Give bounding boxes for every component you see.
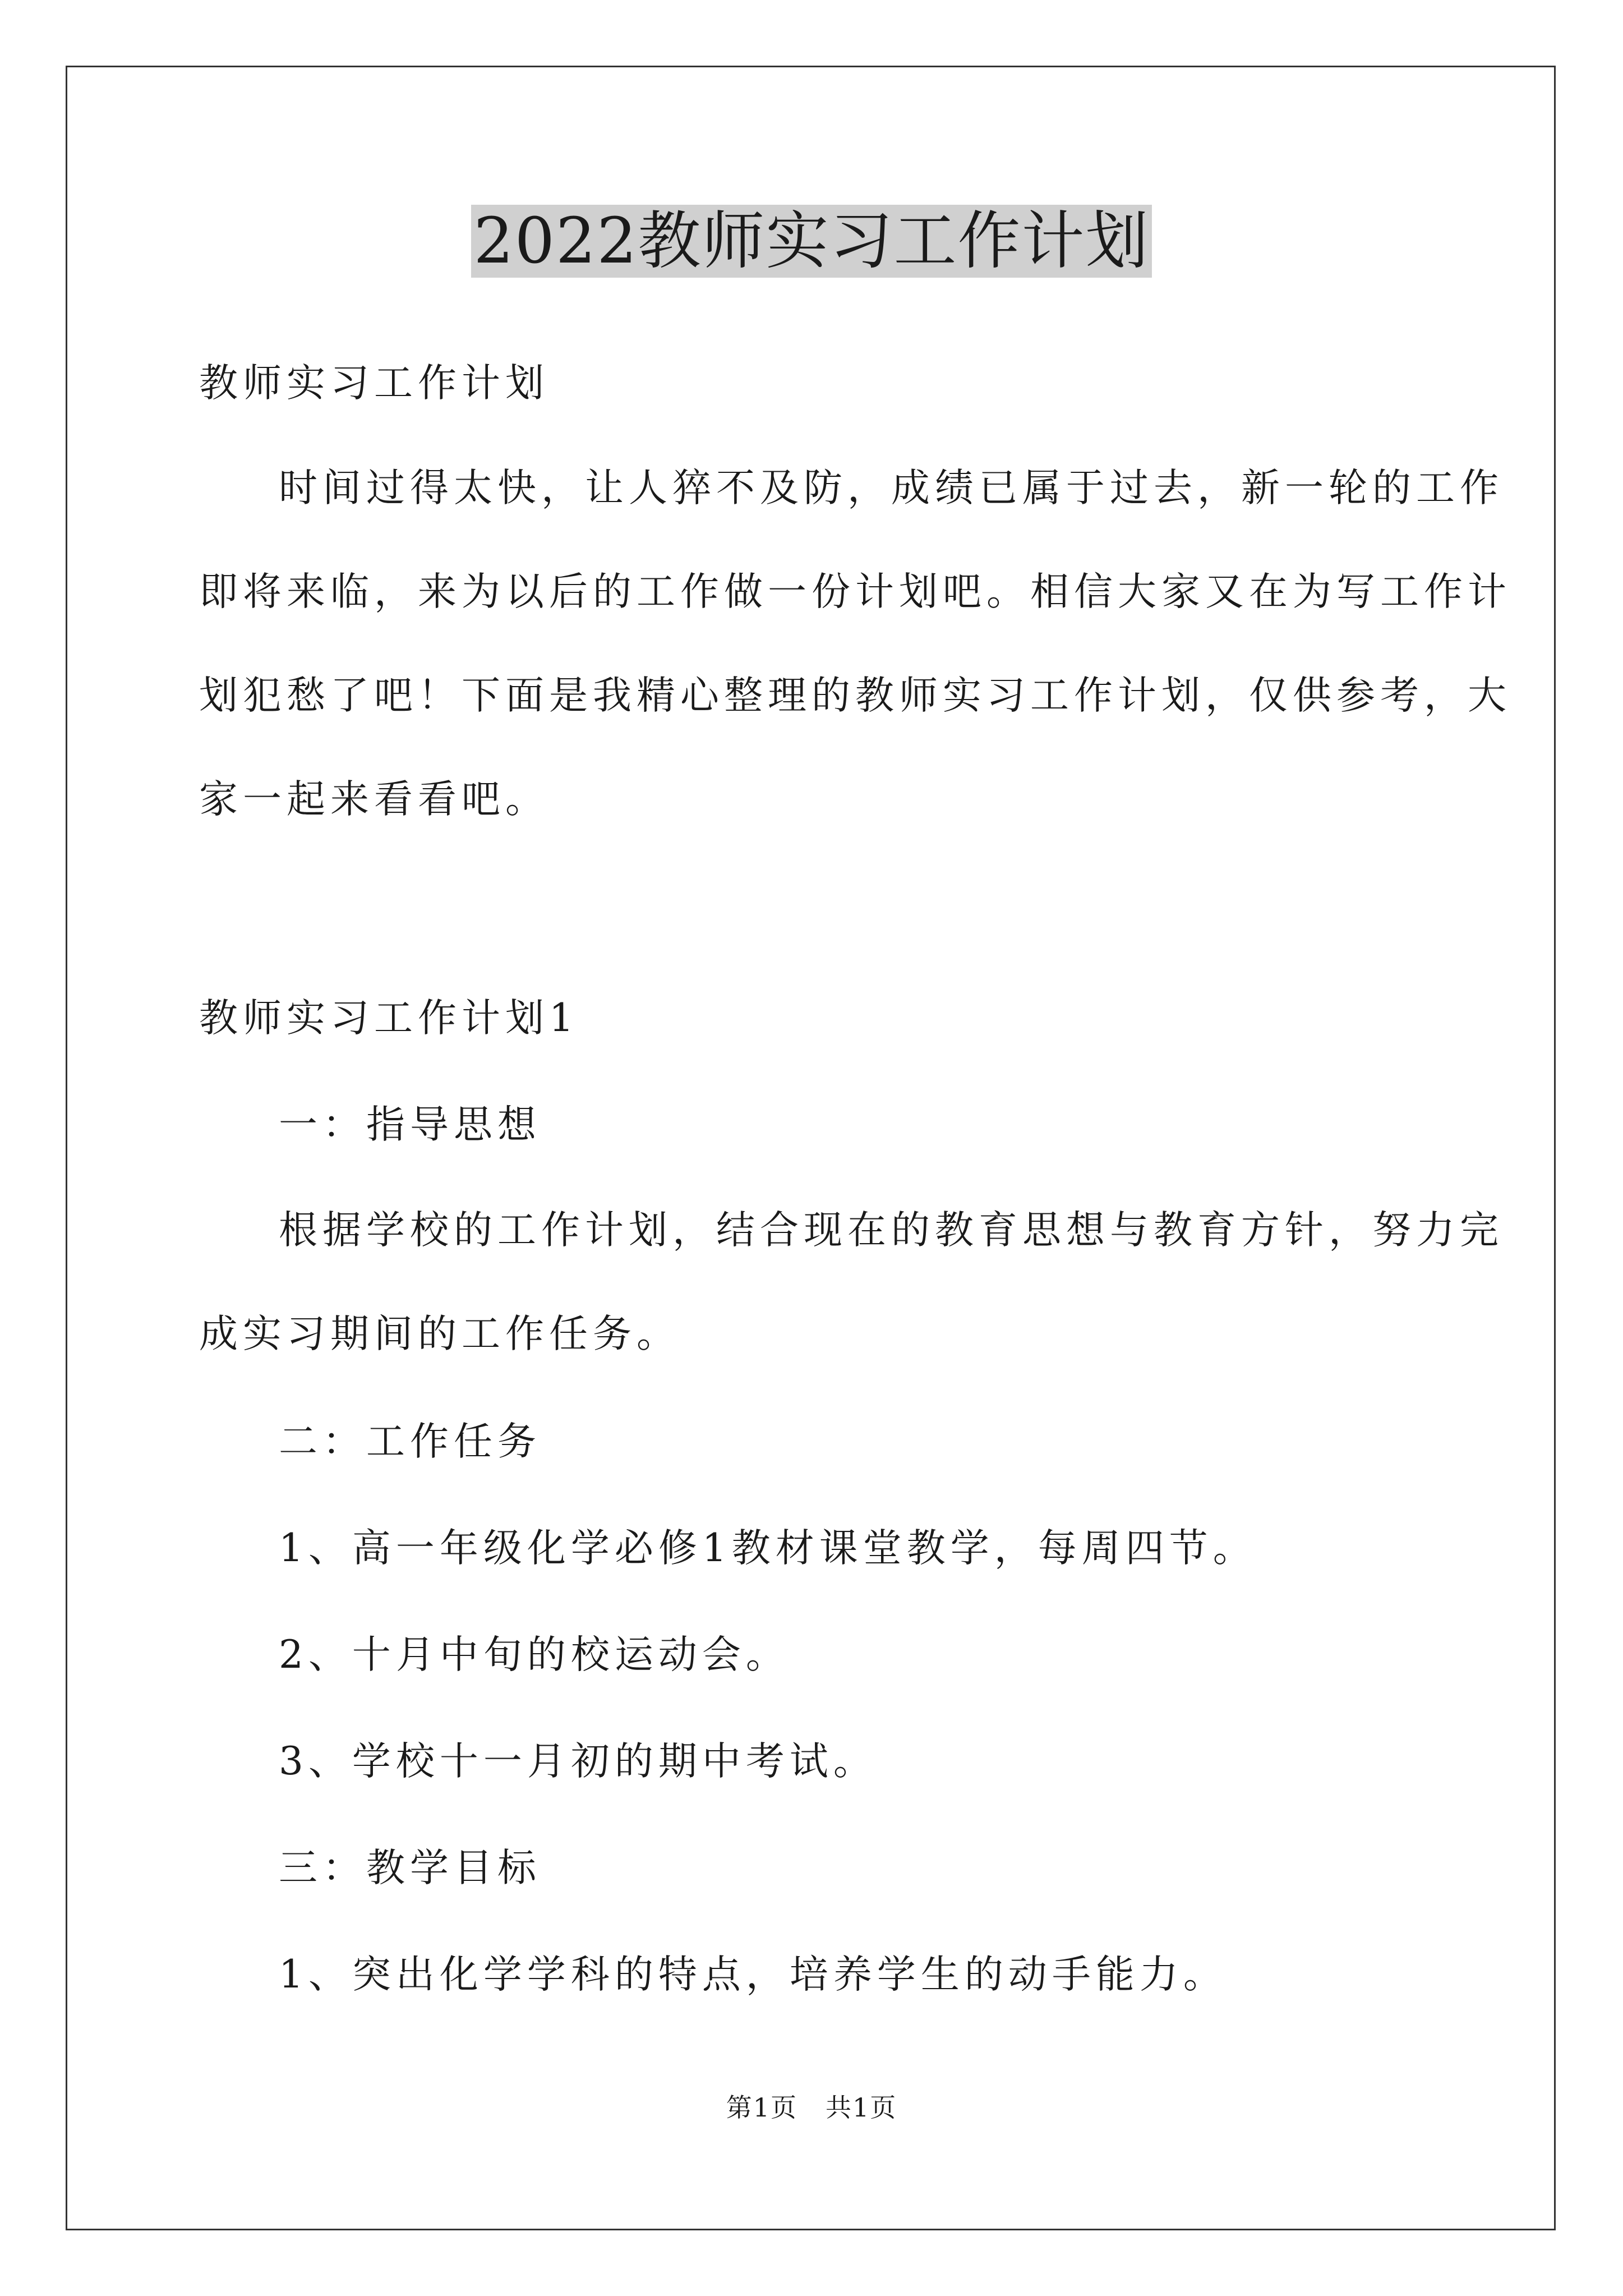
intro-line: 家一起来看看吧。 bbox=[199, 777, 549, 822]
heading-work-tasks: 二：工作任务 bbox=[279, 1419, 541, 1464]
paragraph-line: 成实习期间的工作任务。 bbox=[199, 1312, 680, 1356]
intro-line: 划犯愁了吧！下面是我精心整理的教师实习工作计划，仅供参考，大 bbox=[199, 673, 1511, 718]
document-title-text: 2022教师实习工作计划 bbox=[471, 205, 1151, 278]
page-total: 共1页 bbox=[826, 2092, 897, 2123]
document-title bbox=[0, 199, 1623, 283]
page-number: 第1页 bbox=[726, 2092, 797, 2123]
goal-item: 1、突出化学学科的特点，培养学生的动手能力。 bbox=[279, 1952, 1227, 1997]
document-subtitle: 教师实习工作计划 bbox=[199, 361, 549, 406]
task-item: 2、十月中旬的校运动会。 bbox=[279, 1632, 790, 1677]
task-item: 1、高一年级化学必修1教材课堂教学，每周四节。 bbox=[279, 1526, 1257, 1571]
task-item: 3、学校十一月初的期中考试。 bbox=[279, 1739, 877, 1784]
section-title: 教师实习工作计划1 bbox=[199, 996, 579, 1041]
page-footer bbox=[0, 2091, 1623, 2124]
heading-guiding-thought: 一：指导思想 bbox=[279, 1102, 541, 1147]
heading-teaching-goals: 三：教学目标 bbox=[279, 1846, 541, 1890]
intro-line: 时间过得太快，让人猝不及防，成绩已属于过去，新一轮的工作 bbox=[279, 466, 1504, 510]
paragraph-line: 根据学校的工作计划，结合现在的教育思想与教育方针，努力完 bbox=[279, 1208, 1504, 1253]
intro-line: 即将来临，来为以后的工作做一份计划吧。相信大家又在为写工作计 bbox=[199, 569, 1511, 614]
